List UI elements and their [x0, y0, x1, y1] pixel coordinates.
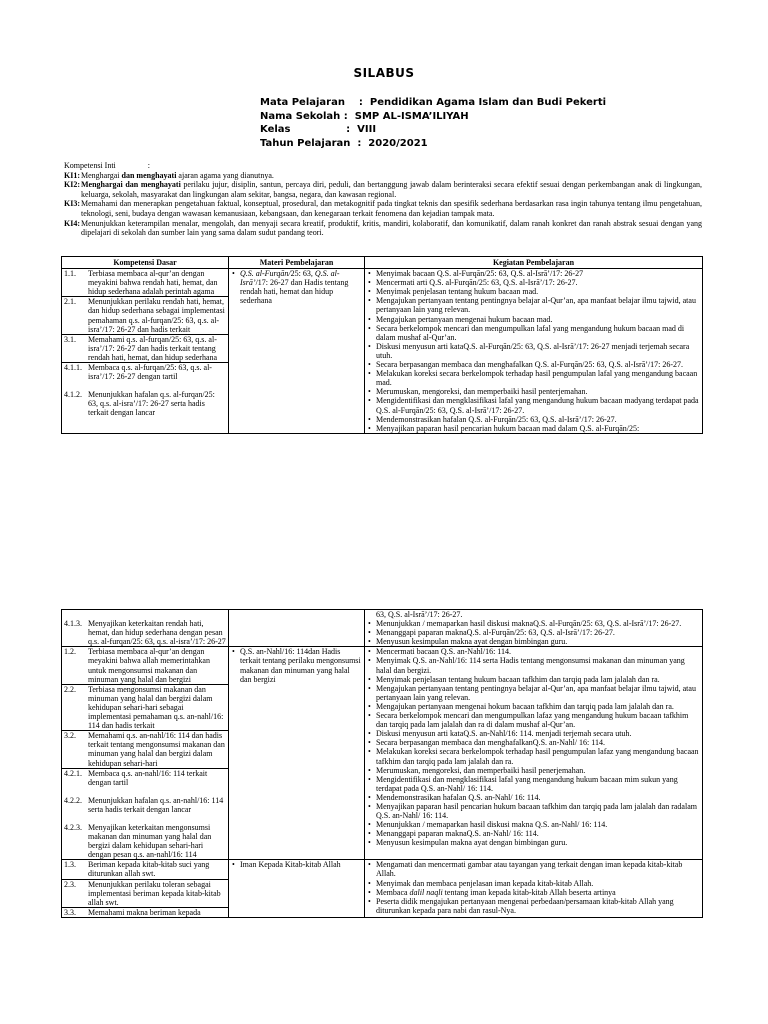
kd-cell [62, 647, 229, 860]
kompetensi-inti [64, 161, 702, 238]
kegiatan-item: • Mengamati dan mencermati gambar atau tayangan yang terkait dengan iman kepada kitab-kitab Allah. [367, 860, 700, 878]
header-materi: Materi Pembelajaran [229, 257, 365, 269]
kegiatan-item: • Membaca dalil naqli tentang iman kepada kitab-kitab Allah beserta artinya [367, 888, 700, 897]
kegiatan-item: • Mencermati bacaan Q.S. an-Nahl/16: 114. [367, 647, 700, 656]
syllabus-table-1 [61, 256, 703, 434]
materi-cell [229, 610, 365, 647]
table-row [62, 860, 703, 918]
ki4: KI4:Menunjukkan keterampilan menalar, mengolah, dan menyaji secara kreatif, produktif, kritis, mandiri, kolaboratif, dan komunikatif, dalam ranah konkret dan ranah abstrak sesuai dengan yang dipelajari di sekolah dan sumber lain yang sama dalam sudut pandang teori. [64, 218, 702, 238]
kd-cell [62, 860, 229, 918]
table-row [62, 647, 703, 860]
kegiatan-item: • Merumuskan, mengoreksi, dan memperbaiki hasil penerjemahan. [367, 766, 700, 775]
ki3: KI3:Memahami dan menerapkan pengetahuan faktual, konseptual, prosedural, dan metakognitif pada tingkat teknis dan spesifik sederhana berdasarkan rasa ingin tahunya tentang ilmu pengetahuan, teknologi, seni, budaya dengan wawasan kemanusiaan, kebangsaan, dan kenegaraan terkait fenomena dan kejadian tampak mata. [64, 199, 702, 218]
kegiatan-item: • Merumuskan, mengoreksi, dan memperbaiki hasil penterjemahan. [367, 387, 700, 396]
kegiatan-item: • Mendemonstrasikan hafalan Q.S. an-Nahl/ 16: 114. [367, 793, 700, 802]
materi-cell [229, 647, 365, 860]
kd-item: 2.3. Menunjukkan perilaku toleran sebagai implementasi beriman kepada kitab-kitab allah swt. [62, 880, 228, 908]
ki1: KI1:Menghargai dan menghayati ajaran agama yang dianutnya. [64, 170, 274, 180]
kd-item: 2.2. Terbiasa mengonsumsi makanan dan minuman yang halal dan bergizi dalam kehidupan sehari-hari sebagai implementasi pemahaman q.s. an-nahl/16: 114 dan hadis terkait [62, 685, 228, 731]
kegiatan-item: • Menyusun kesimpulan makna ayat dengan bimbingan guru. [367, 637, 700, 646]
kd-item: 1.3. Beriman kepada kitab-kitab suci yang diturunkan allah swt. [62, 860, 228, 879]
kegiatan-item: • Mengajukan pertanyaan mengenai hokum bacaan tafkhim dan tarqiq pada lam jalalah dan ra. [367, 702, 700, 711]
kegiatan-item: • Menyimak penjelasan tentang hukum bacaan mad. [367, 287, 700, 296]
kegiatan-item: • Mengajukan pertanyaan mengenai hukum bacaan mad. [367, 315, 700, 324]
kegiatan-item: • Melakukan koreksi secara berkelompok terhadap hasil pengumpulan lafal yang mengandung bacaan mad. [367, 369, 700, 387]
kegiatan-item: • Menyusun kesimpulan makna ayat dengan bimbingan guru. [367, 838, 700, 847]
header-kompetensi-dasar: Kompetensi Dasar [62, 257, 229, 269]
kegiatan-item: • Secara berpasangan membaca dan menghafalkanQ.S. an-Nahl/ 16: 114. [367, 738, 700, 747]
kegiatan-item: • Menyimak bacaan Q.S. al-Furqān/25: 63, Q.S. al-Isrā’/17: 26-27 [367, 269, 700, 278]
kegiatan-item: • Secara berkelompok mencari dan mengumpulkan lafaz yang mengandung hukum bacaan tafkhim dan tarqiq pada lam jalalah dan ra di dalam mushaf al-Qur’an. [367, 711, 700, 729]
info-year: Tahun Pelajaran : 2020/2021 [260, 137, 428, 149]
info-class: Kelas : VIII [260, 124, 377, 135]
kd-item: 4.1.1. Membaca q.s. al-furqan/25: 63, q.s. al-isra’/17: 26-27 dengan tartil [64, 363, 212, 382]
kd-item: 3.1. Memahami q.s. al-furqan/25: 63, q.s. al-isra’/17: 26-27 dan hadis terkait tentang rendah hati, hemat, dan hidup sederhana [62, 335, 228, 363]
ki-header: Kompetensi Inti : [64, 161, 150, 170]
header-kegiatan: Kegiatan Pembelajaran [365, 257, 703, 269]
table-header-row [62, 257, 703, 269]
table-row [62, 610, 703, 647]
info-subject: Mata Pelajaran : Pendidikan Agama Islam dan Budi Pekerti [260, 97, 607, 108]
kegiatan-item: • Menyajikan paparan hasil pencarian hukum bacaan mad dalam Q.S. al-Furqān/25: [367, 424, 700, 433]
materi-item: • Q.S. an-Nahl/16: 114dan Hadis terkait tentang perilaku mengonsumsi makanan dan minuman yang halal dan bergizi [231, 647, 362, 683]
kegiatan-item: • Menanggapi paparan maknaQ.S. al-Furqān/25: 63, Q.S. al-Isrā’/17: 26-27. [367, 628, 700, 637]
kegiatan-item: • Menunjukkan / memaparkan hasil diskusi makna Q.S. an-Nahl/ 16: 114. [367, 820, 700, 829]
materi-cell [229, 269, 365, 434]
page-title: SILABUS [353, 66, 415, 80]
kd-item: 4.1.3. Menyajikan keterkaitan rendah hati, hemat, dan hidup sederhana dengan pesan q.s. al-furqan/25: 63, q.s. al-isra’/17: 26-27 [64, 619, 226, 647]
kd-item: 3.2. Memahami q.s. an-nahl/16: 114 dan hadis terkait tentang mengonsumsi makanan dan minuman yang halal dan bergizi dalam kehidupan sehari-hari [62, 731, 228, 768]
kegiatan-item: • Peserta didik mengajukan pertanyaan mengenai perbedaan/persamaan kitab-kitab Allah yang diturunkan kepada para nabi dan rasul-Nya. [367, 897, 700, 915]
kegiatan-item: • Menyimak Q.S. an-Nahl/16: 114 serta Hadis tentang mengonsumsi makanan dan minuman yang halal dan bergizi. [367, 656, 700, 674]
kegiatan-cell [365, 860, 703, 918]
kegiatan-item: • Mengajukan pertanyaan tentang pentingnya belajar al-Qur’an, apa manfaat belajar ilmu tajwid, atau pertanyaan lain yang relevan. [367, 296, 700, 314]
materi-cell [229, 860, 365, 918]
info-school: Nama Sekolah : SMP AL-ISMA’ILIYAH [260, 110, 469, 122]
kd-item: 2.1. Menunjukkan perilaku rendah hati, hemat, dan hidup sederhana sebagai implementasi pemahaman q.s. al-furqan/25: 63, q.s. al- isra’/17: 26-27 dan hadis terkait [62, 297, 228, 334]
kegiatan-cell [365, 269, 703, 434]
kegiatan-item: • Menyimak penjelasan tentang hukum bacaan tafkhim dan tarqiq pada lam jalalah dan ra. [367, 675, 700, 684]
materi-item: • Iman Kepada Kitab-kitab Allah [231, 860, 362, 869]
kegiatan-item: • Mengidentifikasi dan mengklasifikasi lafal yang mengandung hukum bacaan mim sukun yang terdapat pada Q.S. an-Nahl/ 16: 114. [367, 775, 700, 793]
kd-item: 3.3. Memahami makna beriman kepada [64, 907, 201, 917]
kegiatan-cell [365, 647, 703, 860]
materi-item: • Q.S. al-Furqān/25: 63, Q.S. al-Isrā’/17: 26-27 dan Hadis tentang rendah hati, hemat dan hidup sederhana [231, 269, 362, 305]
table-row [62, 269, 703, 434]
kegiatan-item: • Mengidentifikasi dan mengklasifikasi lafal yang mengandung hukum bacaan madyang terdapat pada Q.S. al-Furqān/25: 63, Q.S. al-Isrā’/17: 26-27. [367, 396, 700, 414]
kd-item: 1.1. Terbiasa membaca al-qur’an dengan meyakini bahwa rendah hati, hemat, dan hidup sederhana adalah perintah agama [62, 269, 228, 297]
kegiatan-item: • Mendemonstrasikan hafalan Q.S. al-Furqān/25: 63, Q.S. al-Isrā’/17: 26-27. [367, 415, 700, 424]
kegiatan-item: • Mencermati arti Q.S. al-Furqān/25: 63, Q.S. al-Isrā’/17: 26-27. [367, 278, 700, 287]
kd-item: 4.2.2. Menunjukkan hafalan q.s. an-nahl/16: 114 serta hadis terkait dengan lancar [64, 795, 224, 814]
kd-cell [62, 610, 229, 647]
kd-item: 4.2.3. Menyajikan keterkaitan mengonsumsi makanan dan minuman yang halal dan bergizi dalam kehidupan sehari-hari dengan pesan q.s. an-nahl/16: 114 [64, 822, 212, 860]
ki2: KI2:Menghargai dan menghayati perilaku jujur, disiplin, santun, percaya diri, peduli, dan bertanggung jawab dalam berinteraksi secara efektif sesuai dengan perkembangan anak di lingkungan, keluarga, sekolah, masyarakat dan lingkungan alam sekitar, bangsa, negara, dan kawasan regional. [64, 180, 703, 199]
kd-item: 1.2. Terbiasa membaca al-qur’an dengan meyakini bahwa allah memerintahkan untuk mengonsumsi makanan dan minuman yang halal dan bergizi [62, 647, 228, 684]
kegiatan-item: • Menyajikan paparan hasil pencarian hukum bacaan tafkhim dan tarqiq pada lam jalalah dan radalam Q.S. an-Nahl/ 16: 114. [367, 802, 700, 820]
kegiatan-item: • Diskusi menyusun arti kataQ.S. al-Furqān/25: 63, Q.S. al-Isrā’/17: 26-27 menjadi terjemah secara utuh. [367, 342, 700, 360]
kd-item: 4.2.1. Membaca q.s. an-nahl/16: 114 terkait dengan tartil [64, 768, 208, 787]
kd-item: 4.1.2. Menunjukkan hafalan q.s. al-furqan/25: 63, q.s. al-isra’/17: 26-27 serta hadis terkait dengan lancar [64, 390, 215, 418]
kegiatan-item: • Secara berpasangan membaca dan menghafalkan Q.S. al-Furqān/25: 63, Q.S. al-Isrā’/17: 26-27. [367, 360, 700, 369]
kegiatan-item: • Melakukan koreksi secara berkelompok terhadap hasil pengumpulan lafaz yang mengandung bacaan tafkhim dan tarqiq pada lam jalalah dan ra. [367, 747, 700, 765]
kegiatan-item: • Mengajukan pertanyaan tentang pentingnya belajar al-Qur’an, apa manfaat belajar ilmu tajwid, atau pertanyaan lain yang relevan. [367, 684, 700, 702]
kegiatan-item: • Diskusi menyusun arti kataQ.S. an-Nahl/16: 114. menjadi terjemah secara utuh. [367, 729, 700, 738]
kd-cell [62, 269, 229, 434]
kegiatan-cell [365, 610, 703, 647]
kegiatan-continuation: 63, Q.S. al-Isrā’/17: 26-27. [376, 610, 463, 619]
kegiatan-item: • Menyimak dan membaca penjelasan iman kepada kitab-kitab Allah. [367, 879, 700, 888]
syllabus-table-2 [61, 609, 703, 918]
document-info [260, 96, 606, 150]
kegiatan-item: • Menanggapi paparan maknaQ.S. an-Nahl/ 16: 114. [367, 829, 700, 838]
kegiatan-item: • Menunjukkan / memaparkan hasil diskusi maknaQ.S. al-Furqān/25: 63, Q.S. al-Isrā’/17: 26-27. [367, 619, 700, 628]
kegiatan-item: • Secara berkelompok mencari dan mengumpulkan lafal yang mengandung hukum bacaan mad di dalam mushaf al-Qur’an. [367, 324, 700, 342]
